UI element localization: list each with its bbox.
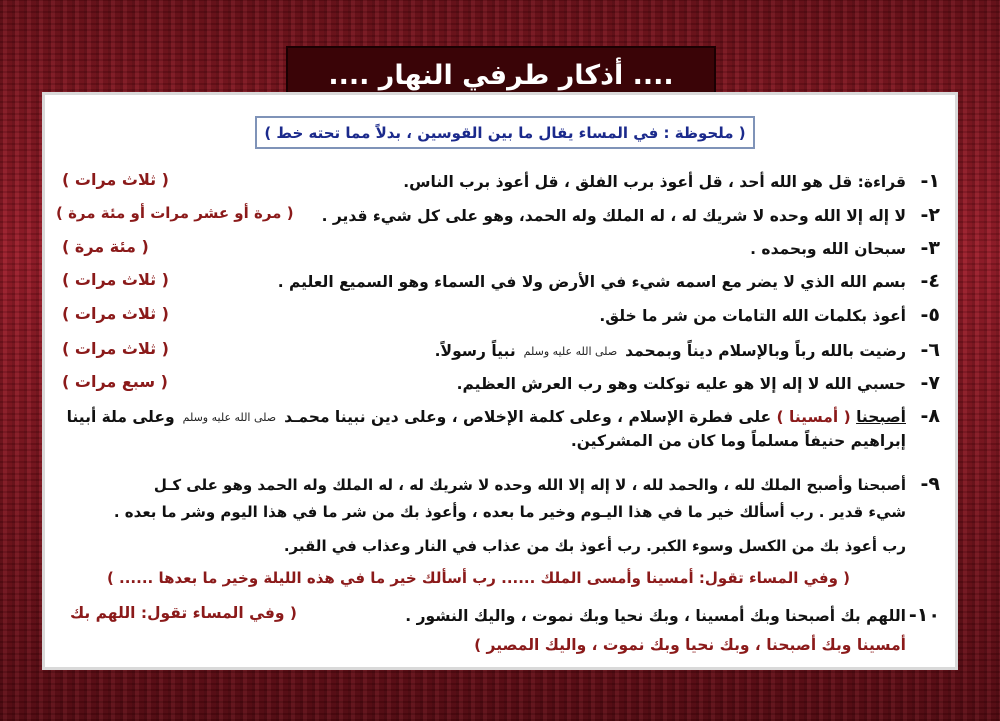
dhikr-line-9: ٩-أصبحنا وأصبح الملك لله ، والحمد لله ، لا إله إلا الله وحده لا شريك له ، له الملك وله الحمد وهو على كـل [153, 473, 940, 495]
salla-seal: صلى الله عليه وسلم [523, 345, 618, 358]
dhikr-line-1: ١-قراءة: قل هو الله أحد ، قل أعوذ برب الفلق ، قل أعوذ برب الناس. [403, 170, 940, 192]
salla-seal: صلى الله عليه وسلم [182, 411, 277, 424]
count-5: ( ثلاث مرات ) [62, 304, 169, 323]
dhikr-line-3: ٣-سبحان الله وبحمده . [750, 237, 940, 259]
evening-note-9: ( وفي المساء تقول: أمسينا وأمسى الملك ...... رب أسألك خير ما في هذه الليلة وخير ما بعدها ...... ) [106, 569, 850, 587]
dhikr-line-8: ٨-أصبحنا ( أمسينا ) على فطرة الإسلام ، وعلى كلمة الإخلاص ، وعلى دين نبينا محمـدصلى الله عليه وسلموعلى ملة أبينا [66, 405, 940, 427]
dhikr-line-4: ٤-بسم الله الذي لا يضر مع اسمه شيء في الأرض ولا في السماء وهو السميع العليم . [277, 270, 940, 292]
count-4: ( ثلاث مرات ) [62, 270, 169, 289]
note-box: ( ملحوظة : في المساء يقال ما بين القوسين ، بدلاً مما تحته خط ) [255, 116, 755, 149]
count-1: ( ثلاث مرات ) [62, 170, 169, 189]
dhikr-line-10: ١٠-اللهم بك أصبحنا وبك أمسينا ، وبك نحيا وبك نموت ، واليك النشور . [405, 604, 940, 626]
dhikr-line-9c: رب أعوذ بك من الكسل وسوء الكبر. رب أعوذ بك من عذاب في النار وعذاب في القبر. [283, 537, 906, 555]
count-7: ( سبع مرات ) [62, 372, 168, 391]
evening-note-10a: ( وفي المساء تقول: اللهم بك [70, 604, 298, 622]
dhikr-line-9b: شيء قدير . رب أسألك خير ما في هذا اليـوم وخير ما بعده ، وأعوذ بك من شر ما في هذا اليوم وشر ما بعده . [113, 503, 906, 521]
dhikr-line-6: ٦-رضيت بالله رباً وبالإسلام ديناً وبمحمدصلى الله عليه وسلمنبياً رسولاً. [434, 339, 940, 361]
dhikr-line-2: ٢-لا إله إلا الله وحده لا شريك له ، له الملك وله الحمد، وهو على كل شيء قدير . [321, 204, 940, 226]
dhikr-line-8b: إبراهيم حنيفاً مسلماً وما كان من المشركين. [570, 432, 906, 450]
count-2: ( مرة أو عشر مرات أو مئة مرة ) [56, 204, 294, 222]
count-6: ( ثلاث مرات ) [62, 339, 169, 358]
page-title: .... أذكار طرفي النهار .... [286, 46, 716, 104]
dhikr-line-5: ٥-أعوذ بكلمات الله التامات من شر ما خلق. [599, 304, 940, 326]
count-3: ( مئة مرة ) [62, 237, 149, 256]
dhikr-line-7: ٧-حسبي الله لا إله إلا هو عليه توكلت وهو رب العرش العظيم. [456, 372, 940, 394]
evening-note-10b: أمسينا وبك أصبحنا ، وبك نحيا وبك نموت ، واليك المصير ) [474, 636, 906, 654]
